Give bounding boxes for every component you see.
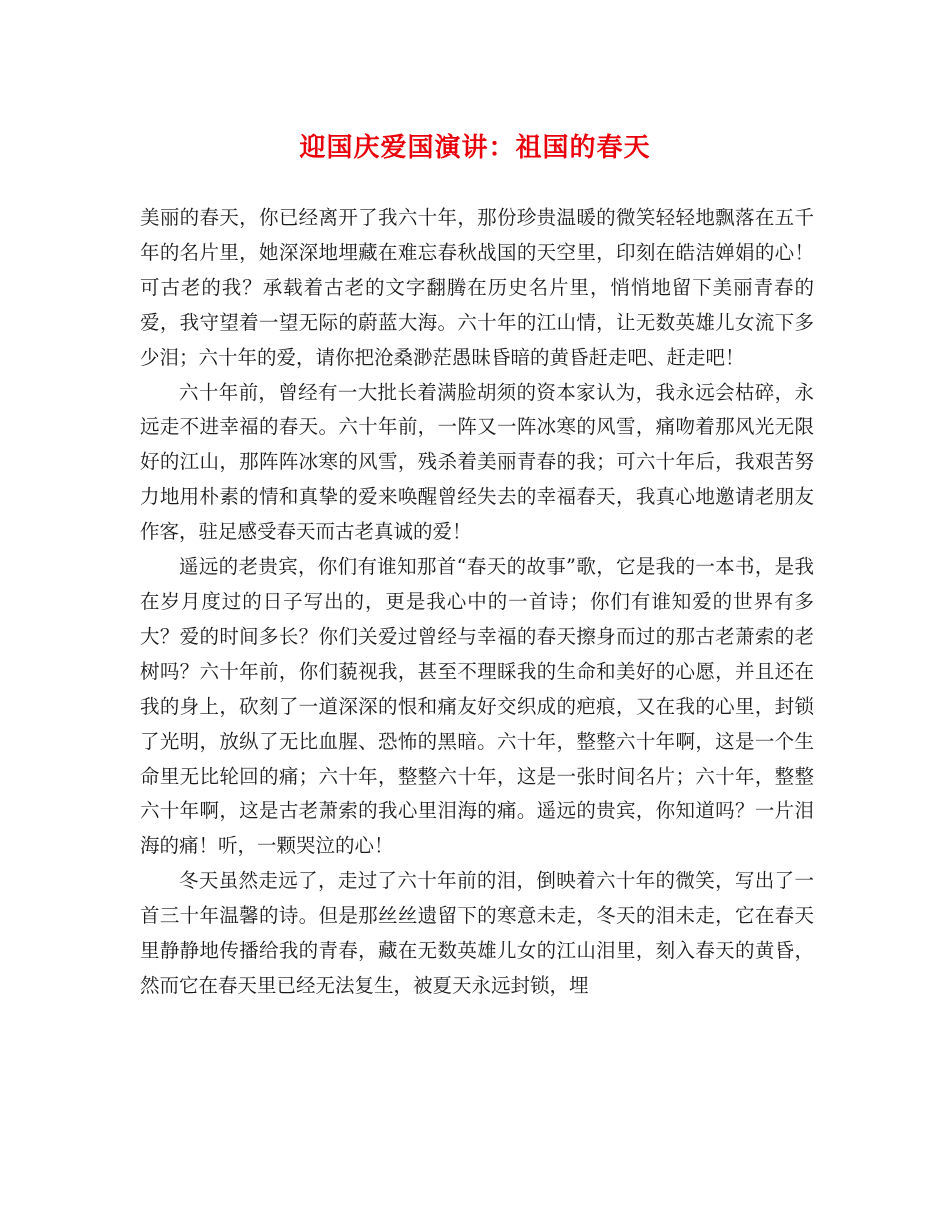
paragraph-2: 六十年前，曾经有一大批长着满脸胡须的资本家认为，我永远会枯碎，永远走不进幸福的春天。六十年前，一阵又一阵冰寒的风雪，痛吻着那风光无限好的江山，那阵阵冰寒的风雪，残杀着美丽青春的我；可六十年后，我艰苦努力地用朴素的情和真挚的爱来唤醒曾经失去的幸福春天，我真心地邀请老朋友作客，驻足感受春天而古老真诚的爱！ — [140, 380, 814, 544]
paragraph-4: 冬天虽然走远了，走过了六十年前的泪，倒映着六十年的微笑，写出了一首三十年温馨的诗。但是那丝丝遗留下的寒意未走，冬天的泪未走，它在春天里静静地传播给我的青春，藏在无数英雄儿女的江山泪里，刻入春天的黄昏，然而它在春天里已经无法复生，被夏天永远封锁，埋 — [140, 869, 814, 997]
document-body — [140, 201, 814, 1004]
document-title: 迎国庆爱国演讲：祖国的春天 — [299, 133, 651, 163]
paragraph-3: 遥远的老贵宾，你们有谁知那首“春天的故事”歌，它是我的一本书，是我在岁月度过的日子写出的，更是我心中的一首诗；你们有谁知爱的世界有多大？爱的时间多长？你们关爱过曾经与幸福的春天擦身而过的那古老萧索的老树吗？六十年前，你们藐视我，甚至不理睬我的生命和美好的心愿，并且还在我的身上，砍刻了一道深深的恨和痛友好交织成的疤痕，又在我的心里，封锁了光明，放纵了无比血腥、恐怖的黑暗。六十年，整整六十年啊，这是一个生命里无比轮回的痛；六十年，整整六十年，这是一张时间名片；六十年，整整六十年啊，这是古老萧索的我心里泪海的痛。遥远的贵宾，你知道吗？一片泪海的痛！听，一颗哭泣的心！ — [140, 555, 814, 858]
paragraph-1: 美丽的春天，你已经离开了我六十年，那份珍贵温暖的微笑轻轻地飘落在五千年的名片里，她深深地埋藏在难忘春秋战国的天空里，印刻在皓洁婵娟的心！可古老的我？承载着古老的文字翻腾在历史名片里，悄悄地留下美丽青春的爱，我守望着一望无际的蔚蓝大海。六十年的江山情，让无数英雄儿女流下多少泪；六十年的爱，请你把沧桑渺茫愚昧昏暗的黄昏赶走吧、赶走吧！ — [140, 206, 814, 369]
